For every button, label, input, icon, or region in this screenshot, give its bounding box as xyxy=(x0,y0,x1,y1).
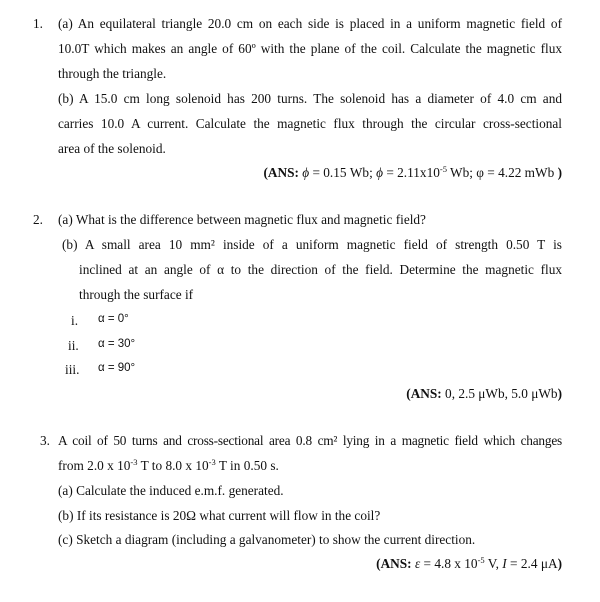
question-number: 1. xyxy=(33,16,43,31)
current-symbol: I xyxy=(502,556,507,571)
answer-line xyxy=(376,557,562,570)
answer-close: ) xyxy=(557,386,562,401)
question-text-line: 10.0T which makes an angle of 60º with the plane of the coil. Calculate the magnetic flux xyxy=(58,41,562,56)
case-text: α = 30° xyxy=(98,338,136,350)
question-text: T in 0.50 s. xyxy=(215,458,279,473)
answer-close: ) xyxy=(557,165,562,180)
question-text-line: through the triangle. xyxy=(58,66,167,81)
case-text: α = 90° xyxy=(98,362,136,374)
exponent: -3 xyxy=(208,457,216,467)
question-number: 3. xyxy=(40,433,50,448)
answer-text: Wb; φ = 4.22 mWb xyxy=(446,165,558,180)
question-text-line: (b) A small area 10 mm² inside of a uniform magnetic field of strength 0.50 T is xyxy=(62,237,562,252)
question-text-line: (a) What is the difference between magnetic flux and magnetic field? xyxy=(58,212,426,227)
question-part: (c) Sketch a diagram (including a galvanometer) to show the current direction. xyxy=(58,532,476,547)
answer-text: V, xyxy=(484,556,503,571)
exponent: -5 xyxy=(477,555,485,565)
answer-line xyxy=(406,387,562,400)
exponent: -5 xyxy=(439,164,447,174)
answer-text: = 0.15 Wb; xyxy=(309,165,377,180)
answer-label: (ANS: xyxy=(376,556,412,571)
case-number: i. xyxy=(71,313,79,328)
answer-line xyxy=(263,166,562,179)
question-text-line: (b) A 15.0 cm long solenoid has 200 turns. The solenoid has a diameter of 4.0 cm and xyxy=(58,91,562,106)
flux-symbol: ϕ xyxy=(376,165,383,180)
question-text-line: through the surface if xyxy=(79,287,194,302)
emf-symbol: ε xyxy=(414,556,421,571)
exponent: -3 xyxy=(130,457,138,467)
question-text-line: (a) An equilateral triangle 20.0 cm on each side is placed in a uniform magnetic field of xyxy=(58,16,562,31)
question-text: from 2.0 x 10 xyxy=(58,458,131,473)
question-text-line: A coil of 50 turns and cross-sectional area 0.8 cm² lying in a magnetic field which changes xyxy=(58,433,562,448)
case-text: α = 0° xyxy=(98,313,129,325)
answer-close: ) xyxy=(557,556,562,571)
question-text: T to 8.0 x 10 xyxy=(137,458,209,473)
answer-label: (ANS: xyxy=(406,386,442,401)
answer-label: (ANS: xyxy=(263,165,299,180)
question-part: (b) If its resistance is 20Ω what current will flow in the coil? xyxy=(58,508,381,523)
question-number: 2. xyxy=(33,212,43,227)
question-part: (a) Calculate the induced e.m.f. generated. xyxy=(58,483,284,498)
case-number: ii. xyxy=(68,338,79,353)
answer-text: = 4.8 x 10 xyxy=(420,556,478,571)
question-text-line xyxy=(58,459,279,472)
question-text-line: area of the solenoid. xyxy=(58,141,166,156)
answer-text: 0, 2.5 μWb, 5.0 μWb xyxy=(441,386,558,401)
question-text-line: carries 10.0 A current. Calculate the magnetic flux through the circular cross-sectional xyxy=(58,116,562,131)
flux-symbol: ϕ xyxy=(302,165,310,180)
case-number: iii. xyxy=(65,362,80,377)
question-text-line: inclined at an angle of α to the direction of the field. Determine the magnetic flux xyxy=(79,262,562,277)
answer-text: = 2.4 μA xyxy=(506,556,558,571)
answer-text: = 2.11x10 xyxy=(383,165,440,180)
